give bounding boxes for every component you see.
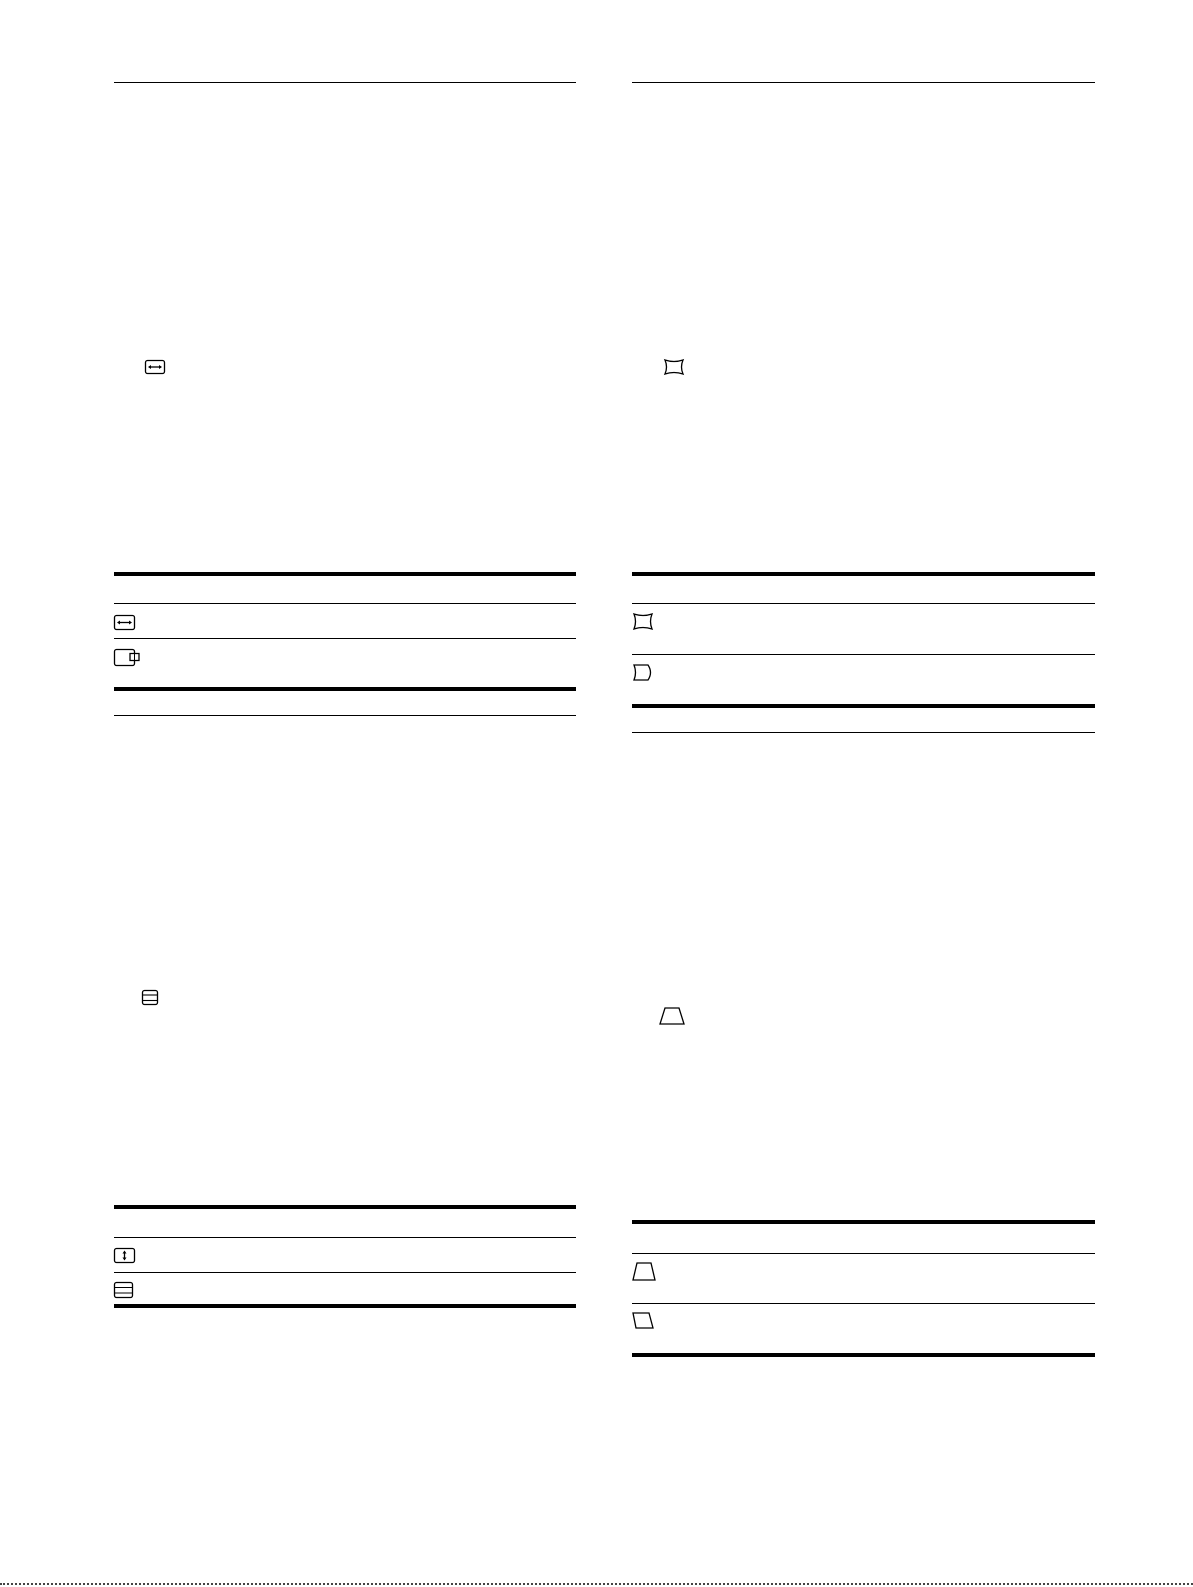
table-bottom-rule [632,1353,1095,1357]
table-top-rule [114,572,576,576]
pincushion-icon [633,613,653,630]
pin-balance-icon [633,664,653,681]
table-top-rule [632,1220,1095,1224]
vertical-center-icon [142,990,158,1005]
trapezoid-icon [632,1262,656,1281]
table-top-rule [632,572,1095,576]
table-top-rule [114,1205,576,1209]
table-header-rule [632,1253,1095,1254]
table-header-rule [114,603,576,604]
table-row-rule [114,1272,576,1273]
table-bottom-rule [114,687,576,691]
table-bottom-rule [632,704,1095,708]
table-footer-rule [114,715,576,716]
trapezoid-icon [659,1007,685,1025]
table-row-rule [114,638,576,639]
horizontal-size-icon [145,360,165,374]
horizontal-size-icon [114,615,135,630]
table-header-rule [632,603,1095,604]
header-rule-left [114,82,576,83]
table-row-rule [632,1303,1095,1304]
parallelogram-icon [632,1312,654,1329]
table-bottom-rule [114,1304,576,1308]
vertical-center-icon [114,1282,133,1298]
horizontal-center-icon [114,649,142,666]
table-row-rule [632,654,1095,655]
vertical-size-icon [114,1248,135,1263]
table-footer-rule [632,732,1095,733]
page-edge-dotted-line [0,1583,1193,1585]
pincushion-icon [664,359,684,375]
header-rule-right [632,82,1095,83]
table-header-rule [114,1237,576,1238]
